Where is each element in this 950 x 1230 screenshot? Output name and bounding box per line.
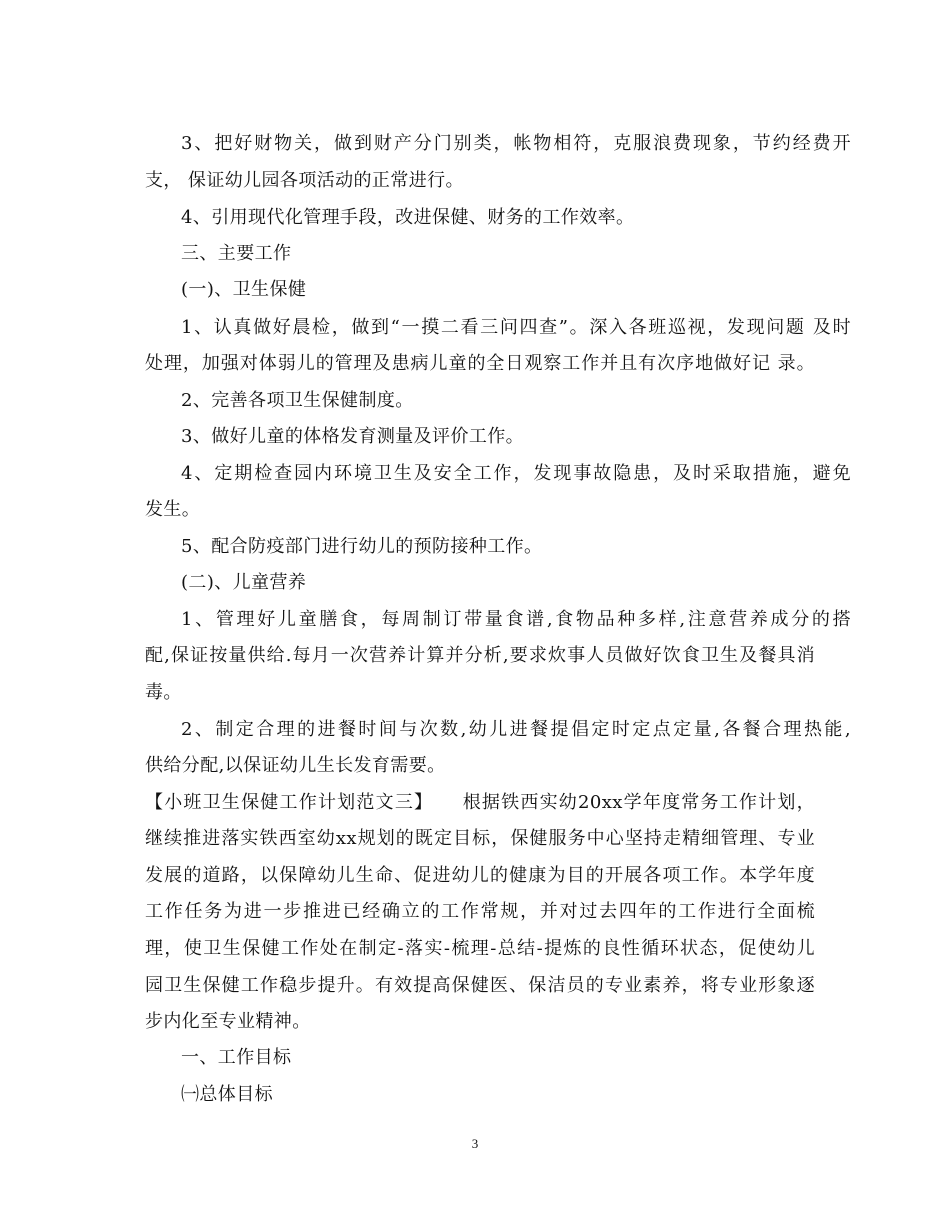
paragraph-line: 1、认真做好晨检，做到“一摸二看三问四查”。深入各班巡视，发现问题 及时: [181, 317, 851, 338]
subsection-heading: (一)、卫生保健: [181, 279, 307, 300]
paragraph-line: 1、管理好儿童膳食，每周制订带量食谱,食物品种多样,注意营养成分的搭: [181, 609, 851, 630]
paragraph-line: 继续推进落实铁西室幼xx规划的既定目标，保健服务中心坚持走精细管理、专业: [145, 828, 815, 849]
paragraph-line: 工作任务为进一步推进已经确立的工作常规，并对过去四年的工作进行全面梳: [145, 901, 815, 922]
paragraph-line: 毒。: [145, 682, 182, 703]
subsection-heading: ㈠总体目标: [181, 1084, 273, 1105]
paragraph-line: 3、把好财物关，做到财产分门别类，帐物相符，克服浪费现象，节约经费开: [181, 133, 851, 154]
section-heading: 一、工作目标: [181, 1047, 292, 1068]
page-number: 3: [471, 1136, 479, 1151]
paragraph-line: 4、引用现代化管理手段，改进保健、财务的工作效率。: [181, 207, 635, 228]
paragraph-line: 理，使卫生保健工作处在制定-落实-梳理-总结-提炼的良性循环状态，促使幼儿: [145, 938, 815, 959]
paragraph-line: 5、配合防疫部门进行幼儿的预防接种工作。: [181, 536, 543, 557]
paragraph-line: 4、定期检查园内环境卫生及安全工作，发现事故隐患，及时采取措施，避免: [181, 463, 851, 484]
paragraph-line: 发展的道路，以保障幼儿生命、促进幼儿的健康为目的开展各项工作。本学年度: [145, 865, 815, 886]
paragraph-line: 步内化至专业精神。: [145, 1011, 311, 1032]
section-heading: 三、主要工作: [181, 243, 292, 264]
paragraph-line: 发生。: [145, 499, 201, 520]
paragraph-line: 3、做好儿童的体格发育测量及评价工作。: [181, 426, 525, 447]
paragraph-line: 支， 保证幼儿园各项活动的正常进行。: [145, 170, 464, 191]
paragraph-line: 【小班卫生保健工作计划范文三】 根据铁西实幼20xx学年度常务工作计划，: [145, 792, 815, 813]
paragraph-line: 供给分配,以保证幼儿生长发育需要。: [145, 755, 446, 776]
paragraph-line: 配,保证按量供给.每月一次营养计算并分析,要求炊事人员做好饮食卫生及餐具消: [145, 645, 815, 666]
paragraph-line: 处理，加强对体弱儿的管理及患病儿童的全日观察工作并且有次序地做好记 录。: [145, 353, 815, 374]
paragraph-line: 园卫生保健工作稳步提升。有效提高保健医、保洁员的专业素养，将专业形象逐: [145, 975, 815, 996]
paragraph-line: 2、完善各项卫生保健制度。: [181, 390, 414, 411]
subsection-heading: (二)、儿童营养: [181, 572, 307, 593]
paragraph-line: 2、制定合理的进餐时间与次数,幼儿进餐提倡定时定点定量,各餐合理热能,: [181, 719, 851, 740]
